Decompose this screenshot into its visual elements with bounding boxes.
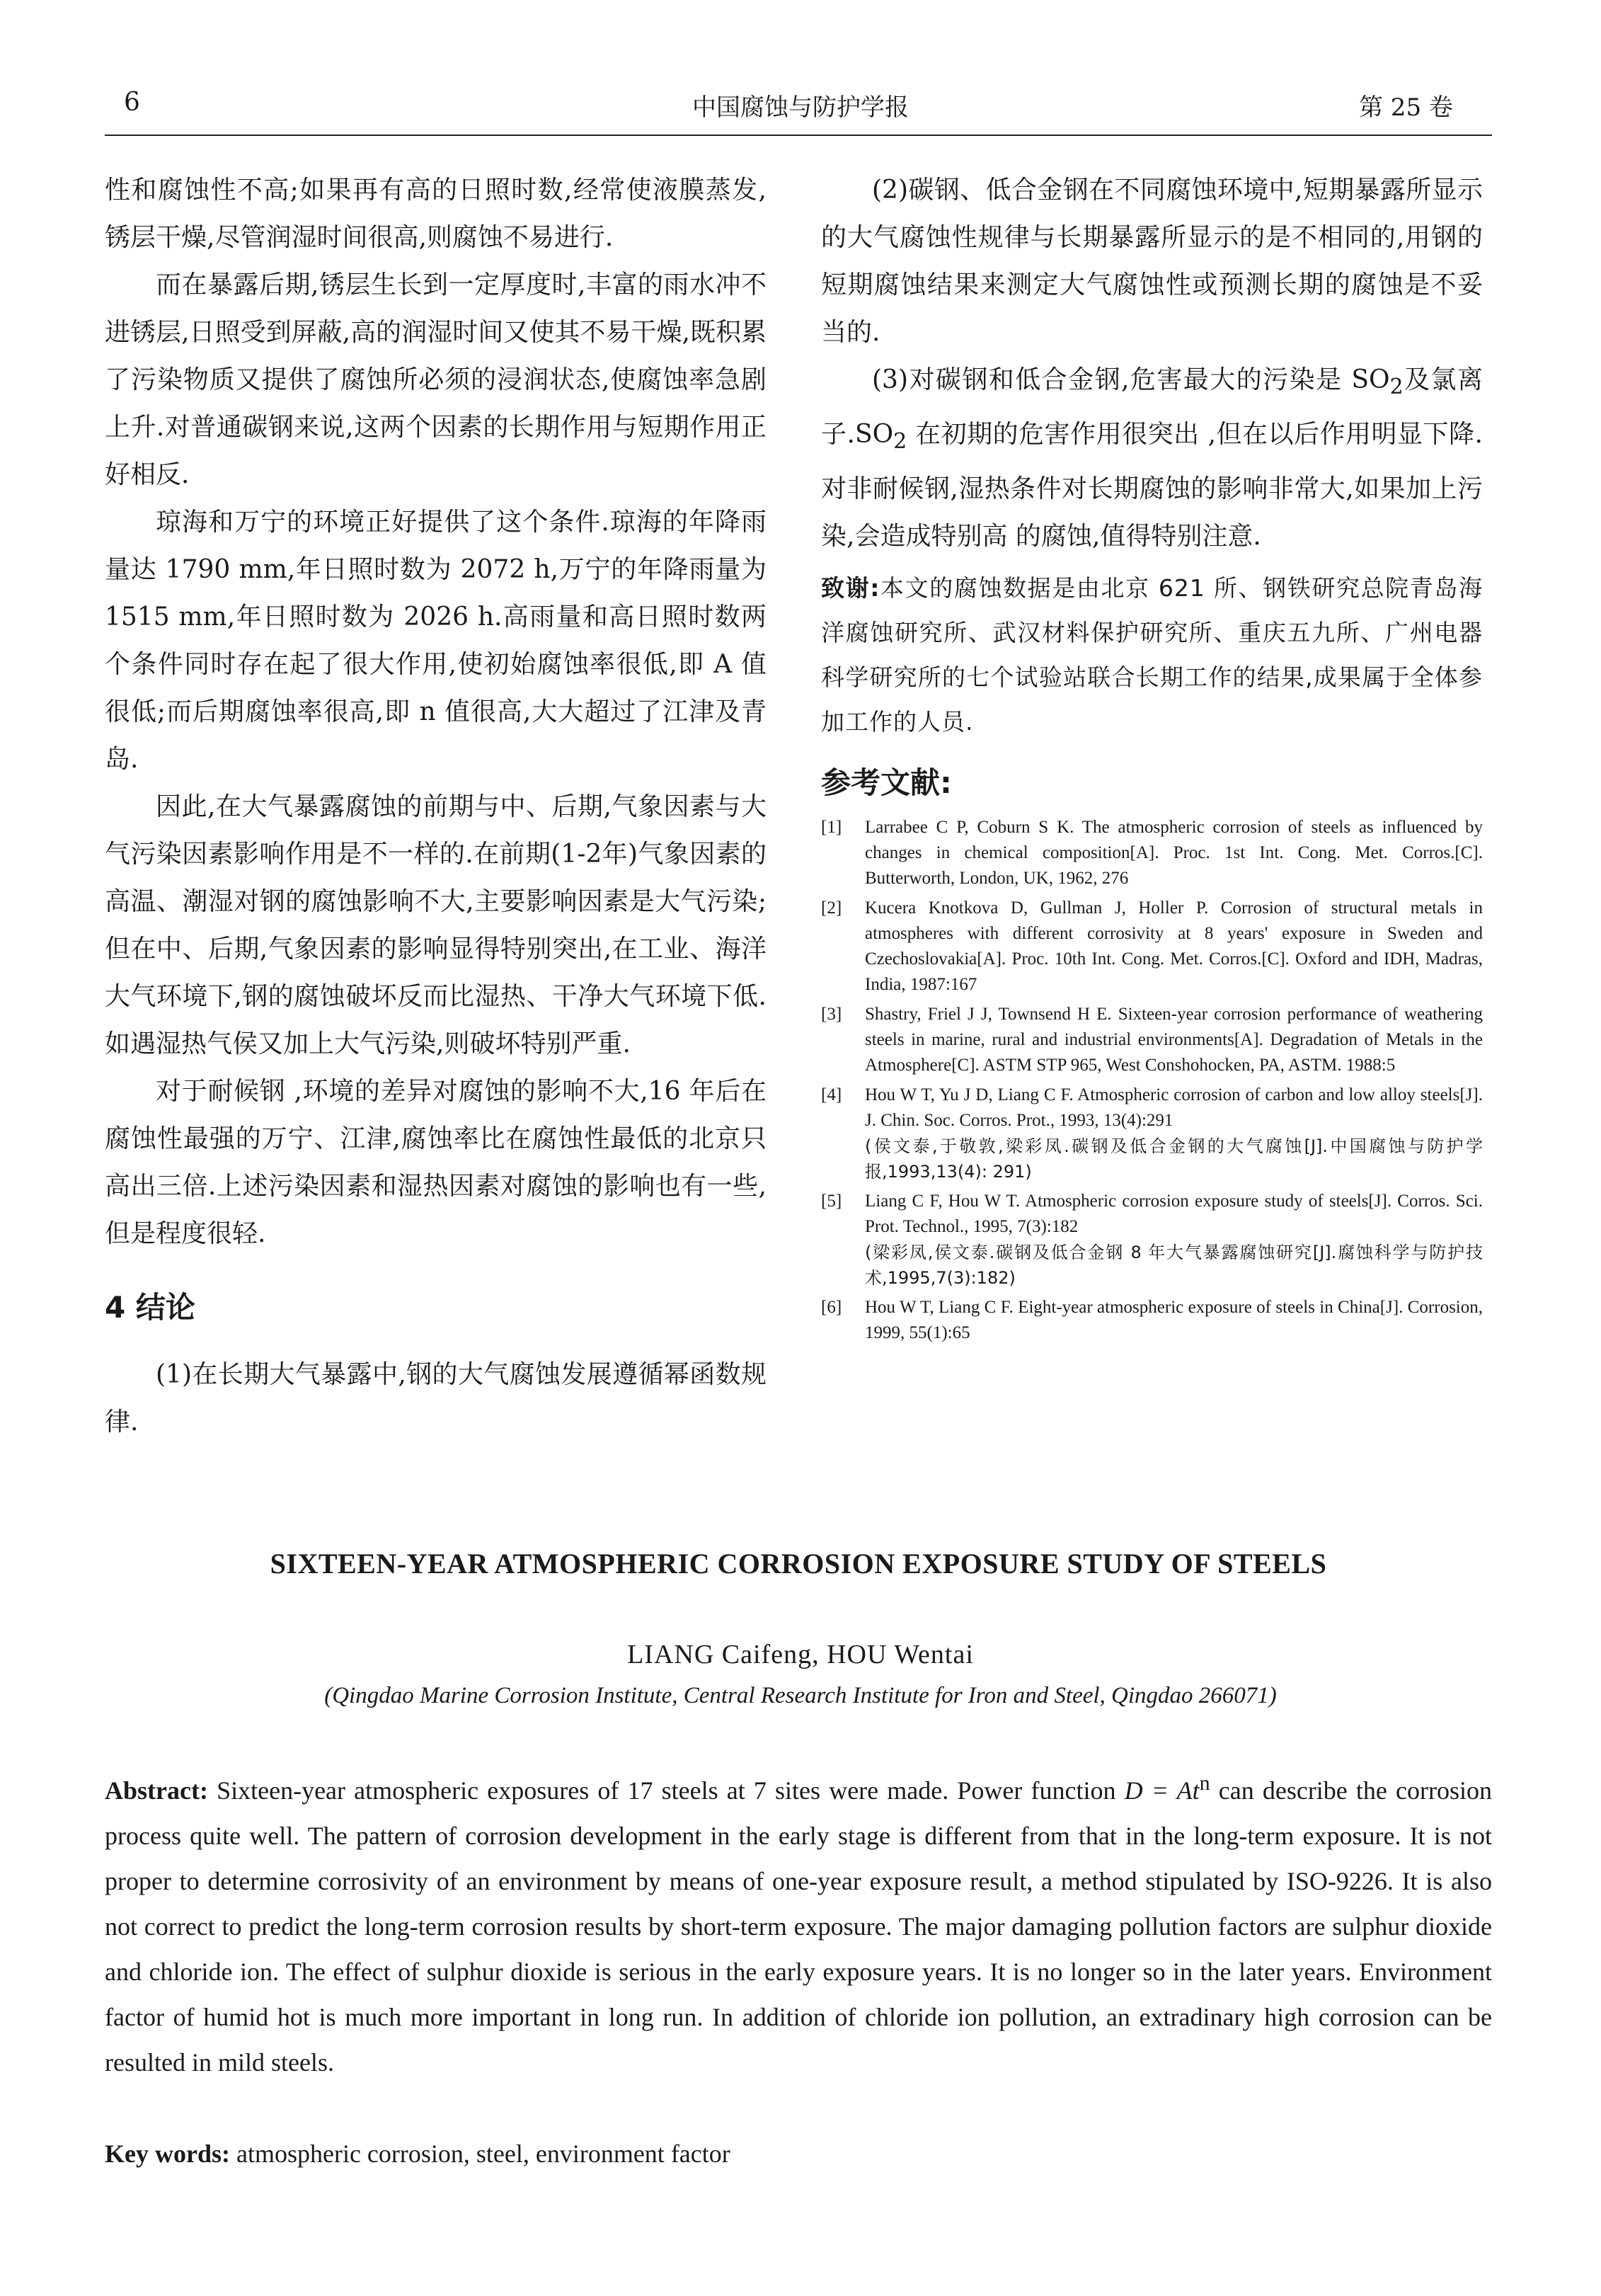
reference-text: Kucera Knotkova D, Gullman J, Holler P. Corrosion of structural metals in atmospheres with different corrosivity at 8 years' exposure in Sweden and Czechoslovakia[A]. Proc. 10th Int. Cong. Met. Corros.[C]. Oxford and IDH, Madras, India, 1987:167 <box>865 898 1483 995</box>
keywords-text: atmospheric corrosion, steel, environment factor <box>236 2140 730 2168</box>
reference-number: [3] <box>821 1005 842 1024</box>
keywords-label: Key words: <box>105 2140 230 2168</box>
reference-number: [5] <box>821 1192 842 1211</box>
abstract-label: Abstract: <box>105 1776 208 1805</box>
reference-item <box>821 896 1483 998</box>
section-title-conclusion: 4 结论 <box>105 1290 195 1325</box>
conclusion-3-part-2: 及氯离子.SO <box>821 365 1483 450</box>
reference-chinese-text: (侯文泰,于敬敦,梁彩凤.碳钢及低合金钢的大气腐蚀[J].中国腐蚀与防护学报,1993,13(4): 291) <box>865 1136 1483 1182</box>
references-title: 参考文献: <box>821 765 952 801</box>
left-column <box>105 166 767 1446</box>
page-header <box>0 0 1601 135</box>
formula-exponent: n <box>1199 1771 1210 1795</box>
reference-item <box>821 815 1483 891</box>
key-words <box>105 2131 1492 2176</box>
abstract-text-1: Sixteen-year atmospheric exposures of 17 steels at 7 sites were made. Power function <box>217 1776 1116 1805</box>
left-paragraph-5: 对于耐候钢 ,环境的差异对腐蚀的影响不大,16 年后在腐蚀性最强的万宁、江津,腐蚀率比在腐蚀性最低的北京只高出三倍.上述污染因素和湿热因素对腐蚀的影响也有一些,但是程度很轻. <box>105 1077 767 1248</box>
conclusion-3-part-3: 在初期的危害作用很突出 ,但在以后作用明显下降.对非耐候钢,湿热条件对长期腐蚀的影响非常大,如果加上污染,会造成特别高 的腐蚀,值得特别注意. <box>821 420 1483 552</box>
left-paragraph-1: 性和腐蚀性不高;如果再有高的日照时数,经常使液膜蒸发,锈层干燥,尽管润湿时间很高,则腐蚀不易进行. <box>105 176 767 252</box>
conclusion-paragraph-2: (2)碳钢、低合金钢在不同腐蚀环境中,短期暴露所显示的大气腐蚀性规律与长期暴露所显示的是不相同的,用钢的短期腐蚀结果来测定大气腐蚀性或预测长期的腐蚀是不妥当的. <box>821 176 1483 347</box>
reference-chinese-text: (梁彩凤,侯文泰.碳钢及低合金钢 8 年大气暴露腐蚀研究[J].腐蚀科学与防护技术,1995,7(3):182) <box>865 1243 1483 1289</box>
journal-name: 中国腐蚀与防护学报 <box>692 93 909 122</box>
left-paragraph-3: 琼海和万宁的环境正好提供了这个条件.琼海的年降雨量达 1790 mm,年日照时数为 2072 h,万宁的年降雨量为 1515 mm,年日照时数为 2026 h.高雨量和高日照时数两个条件同时存在起了很大作用,使初始腐蚀率很低,即 A 值很低;而后期腐蚀率很高,即 n 值很高,大大超过了江津及青岛. <box>105 508 767 774</box>
reference-text: Larrabee C P, Coburn S K. The atmospheric corrosion of steels as influenced by changes in chemical composition[A]. Proc. 1st Int. Cong. Met. Corros.[C]. Butterworth, London, UK, 1962, 276 <box>865 818 1483 889</box>
reference-item <box>821 1295 1483 1346</box>
abstract-text-2: can describe the corrosion process quite well. The pattern of corrosion development in the early stage is different from that in the long-term exposure. It is not proper to determine corrosivity of an environment by means of one-year exposure result, a method stipulated by ISO-9226. It is also not correct to predict the long-term corrosion results by short-term exposure. The major damaging pollution factors are sulphur dioxide and chloride ion. The effect of sulphur dioxide is serious in the early exposure years. It is no longer so in the later years. Environment factor of humid hot is much more important in long run. In addition of chloride ion pollution, an extradinary high corrosion can be resulted in mild steels. <box>105 1776 1493 2077</box>
right-column <box>821 166 1483 1350</box>
reference-item <box>821 1189 1483 1291</box>
power-function-formula: D = At <box>1124 1776 1200 1805</box>
english-authors: LIANG Caifeng, HOU Wentai <box>627 1640 974 1669</box>
reference-list <box>821 815 1483 1346</box>
acknowledgement-text: 本文的腐蚀数据是由北京 621 所、钢铁研究总院青岛海洋腐蚀研究所、武汉材料保护研究所、重庆五九所、广州电器科学研究所的七个试验站联合长期工作的结果,成果属于全体参加工作的人员. <box>821 574 1483 736</box>
so2-subscript: 2 <box>1389 375 1404 400</box>
reference-text: Shastry, Friel J J, Townsend H E. Sixteen-year corrosion performance of weathering steels in marine, rural and industrial environments[A]. Degradation of Metals in the Atmosphere[C]. ASTM STP 965, West Conshohocken, PA, ASTM. 1988:5 <box>865 1005 1483 1075</box>
reference-text: Liang C F, Hou W T. Atmospheric corrosion exposure study of steels[J]. Corros. Sci. Prot. Technol., 1995, 7(3):182 <box>865 1192 1483 1237</box>
reference-item <box>821 1083 1483 1184</box>
reference-text: Hou W T, Liang C F. Eight-year atmospheric exposure of steels in China[J]. Corrosion, 1999, 55(1):65 <box>865 1298 1483 1343</box>
reference-item <box>821 1002 1483 1078</box>
conclusion-3-part-1: (3)对碳钢和低合金钢,危害最大的污染是 SO <box>872 365 1390 394</box>
so2-subscript: 2 <box>893 429 907 455</box>
conclusion-paragraph-3 <box>821 356 1483 560</box>
reference-number: [6] <box>821 1298 842 1318</box>
english-affiliation: (Qingdao Marine Corrosion Institute, Central Research Institute for Iron and Steel, Qingdao 266071) <box>324 1683 1277 1708</box>
left-paragraph-2: 而在暴露后期,锈层生长到一定厚度时,丰富的雨水冲不进锈层,日照受到屏蔽,高的润湿时间又使其不易干燥,既积累了污染物质又提供了腐蚀所必须的浸润状态,使腐蚀率急剧上升.对普通碳钢来说,这两个因素的长期作用与短期作用正好相反. <box>105 270 767 489</box>
reference-number: [4] <box>821 1085 842 1105</box>
left-paragraph-4: 因此,在大气暴露腐蚀的前期与中、后期,气象因素与大气污染因素影响作用是不一样的.在前期(1-2年)气象因素的高温、潮湿对钢的腐蚀影响不大,主要影响因素是大气污染;但在中、后期,气象因素的影响显得特别突出,在工业、海洋大气环境下,钢的腐蚀破坏反而比湿热、干净大气环境下低.如遇湿热气侯又加上大气污染,则破坏特别严重. <box>105 792 767 1058</box>
conclusion-paragraph-1: (1)在长期大气暴露中,钢的大气腐蚀发展遵循幂函数规律. <box>105 1360 767 1437</box>
reference-number: [1] <box>821 818 842 838</box>
acknowledgement <box>821 566 1483 744</box>
reference-number: [2] <box>821 898 842 918</box>
english-abstract <box>105 1761 1492 2085</box>
english-title: SIXTEEN-YEAR ATMOSPHERIC CORROSION EXPOSURE STUDY OF STEELS <box>270 1548 1327 1580</box>
reference-text: Hou W T, Yu J D, Liang C F. Atmospheric corrosion of carbon and low alloy steels[J]. J. Chin. Soc. Corros. Prot., 1993, 13(4):291 <box>865 1085 1483 1131</box>
acknowledgement-label: 致谢: <box>821 574 880 602</box>
page-number: 6 <box>124 88 140 117</box>
volume-label: 第 25 卷 <box>1359 93 1453 122</box>
header-rule <box>105 135 1492 136</box>
